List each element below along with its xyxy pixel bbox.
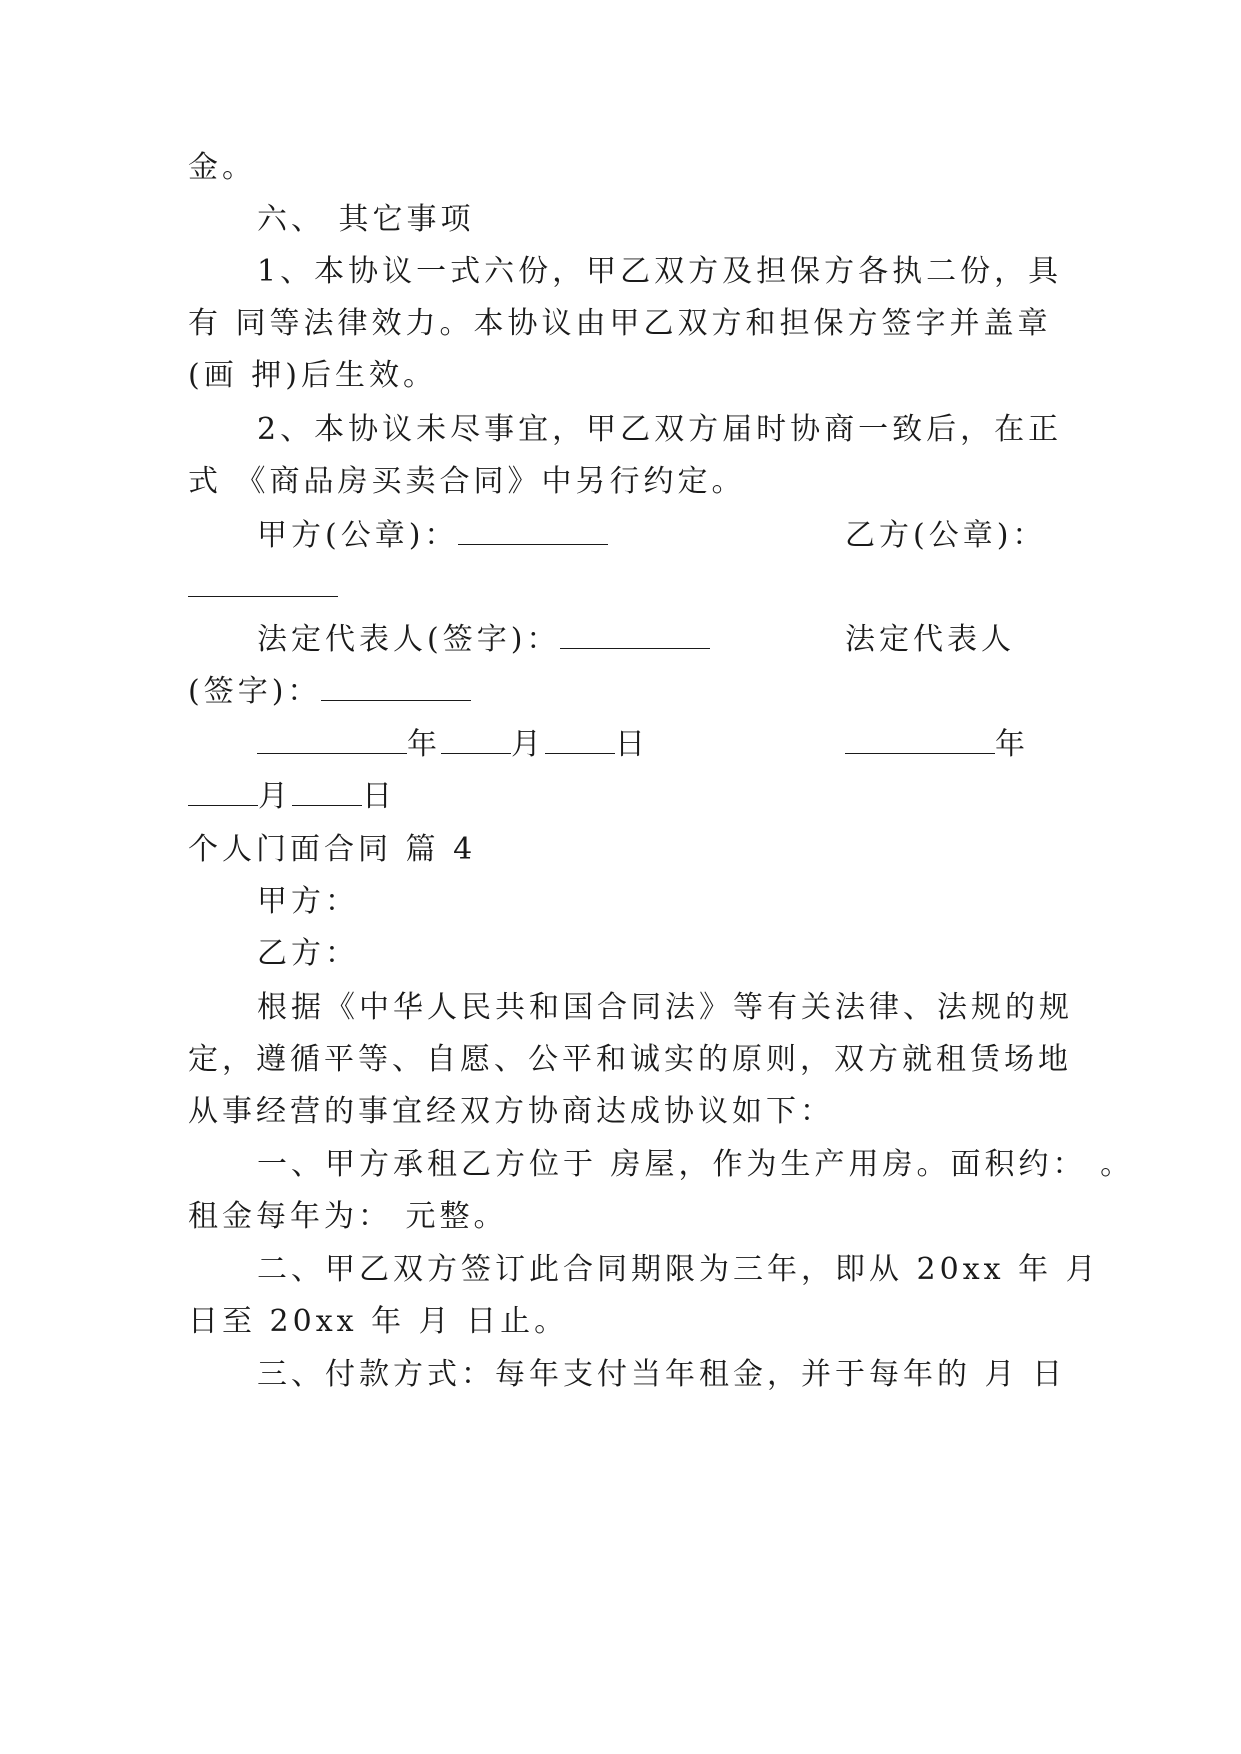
day-label-b: 日 — [362, 779, 396, 814]
text-line: 从事经营的事宜经双方协商达成协议如下： — [188, 1094, 834, 1129]
party-a-seal-blank — [458, 518, 608, 545]
day-blank-b — [292, 779, 362, 806]
rep-b-cont-row — [188, 672, 1048, 712]
year-label: 年 — [407, 727, 441, 762]
text-line: 甲方： — [257, 884, 359, 919]
date-row-b-cont — [188, 777, 1048, 817]
party-b-seal-blank — [188, 570, 338, 597]
month-blank — [441, 727, 511, 754]
text-line: 三、付款方式：每年支付当年租金，并于每年的 月 日 — [257, 1357, 1067, 1392]
text-line: (画 押)后生效。 — [188, 358, 437, 393]
rep-a-blank — [560, 622, 710, 649]
text-line: 式 《商品房买卖合同》中另行约定。 — [188, 464, 746, 499]
year-blank — [257, 727, 407, 754]
date-row-b — [845, 725, 1029, 765]
day-label: 日 — [615, 727, 649, 762]
year-label-b: 年 — [995, 727, 1029, 762]
text-line: 有 同等法律效力。本协议由甲乙双方和担保方签字并盖章 — [188, 306, 1052, 341]
rep-b-cont-label: (签字)： — [188, 674, 322, 709]
month-blank-b — [188, 779, 258, 806]
year-blank-b — [845, 727, 995, 754]
text-line: 租金每年为： 元整。 — [188, 1199, 508, 1234]
text-line: 定，遵循平等、自愿、公平和诚实的原则，双方就租赁场地 — [188, 1042, 1072, 1077]
month-label: 月 — [511, 727, 545, 762]
text-line: 1、本协议一式六份，甲乙双方及担保方各执二份，具 — [257, 254, 1063, 289]
party-b-seal-label: 乙方(公章)： — [845, 518, 1047, 553]
text-line: 日至 20xx 年 月 日止。 — [188, 1304, 569, 1339]
section-heading: 六、 其它事项 — [257, 202, 475, 237]
section-title: 个人门面合同 篇 4 — [188, 832, 477, 867]
text-line: 2、本协议未尽事宜，甲乙双方届时协商一致后，在正 — [257, 412, 1063, 447]
rep-b-blank — [321, 674, 471, 701]
text-line: 一、甲方承租乙方位于 房屋，作为生产用房。面积约： 。 — [257, 1147, 1135, 1182]
text-line: 乙方： — [257, 936, 359, 971]
text-line: 金。 — [188, 150, 256, 185]
party-b-seal-blank-row — [188, 568, 1048, 608]
rep-a-label: 法定代表人(签字)： — [257, 622, 561, 657]
day-blank — [545, 727, 615, 754]
text-line: 二、甲乙双方签订此合同期限为三年，即从 20xx 年 月 — [257, 1252, 1100, 1287]
rep-b-label: 法定代表人 — [845, 622, 1015, 657]
text-line: 根据《中华人民共和国合同法》等有关法律、法规的规 — [257, 990, 1073, 1025]
party-a-seal-label: 甲方(公章)： — [257, 518, 459, 553]
month-label-b: 月 — [258, 779, 292, 814]
